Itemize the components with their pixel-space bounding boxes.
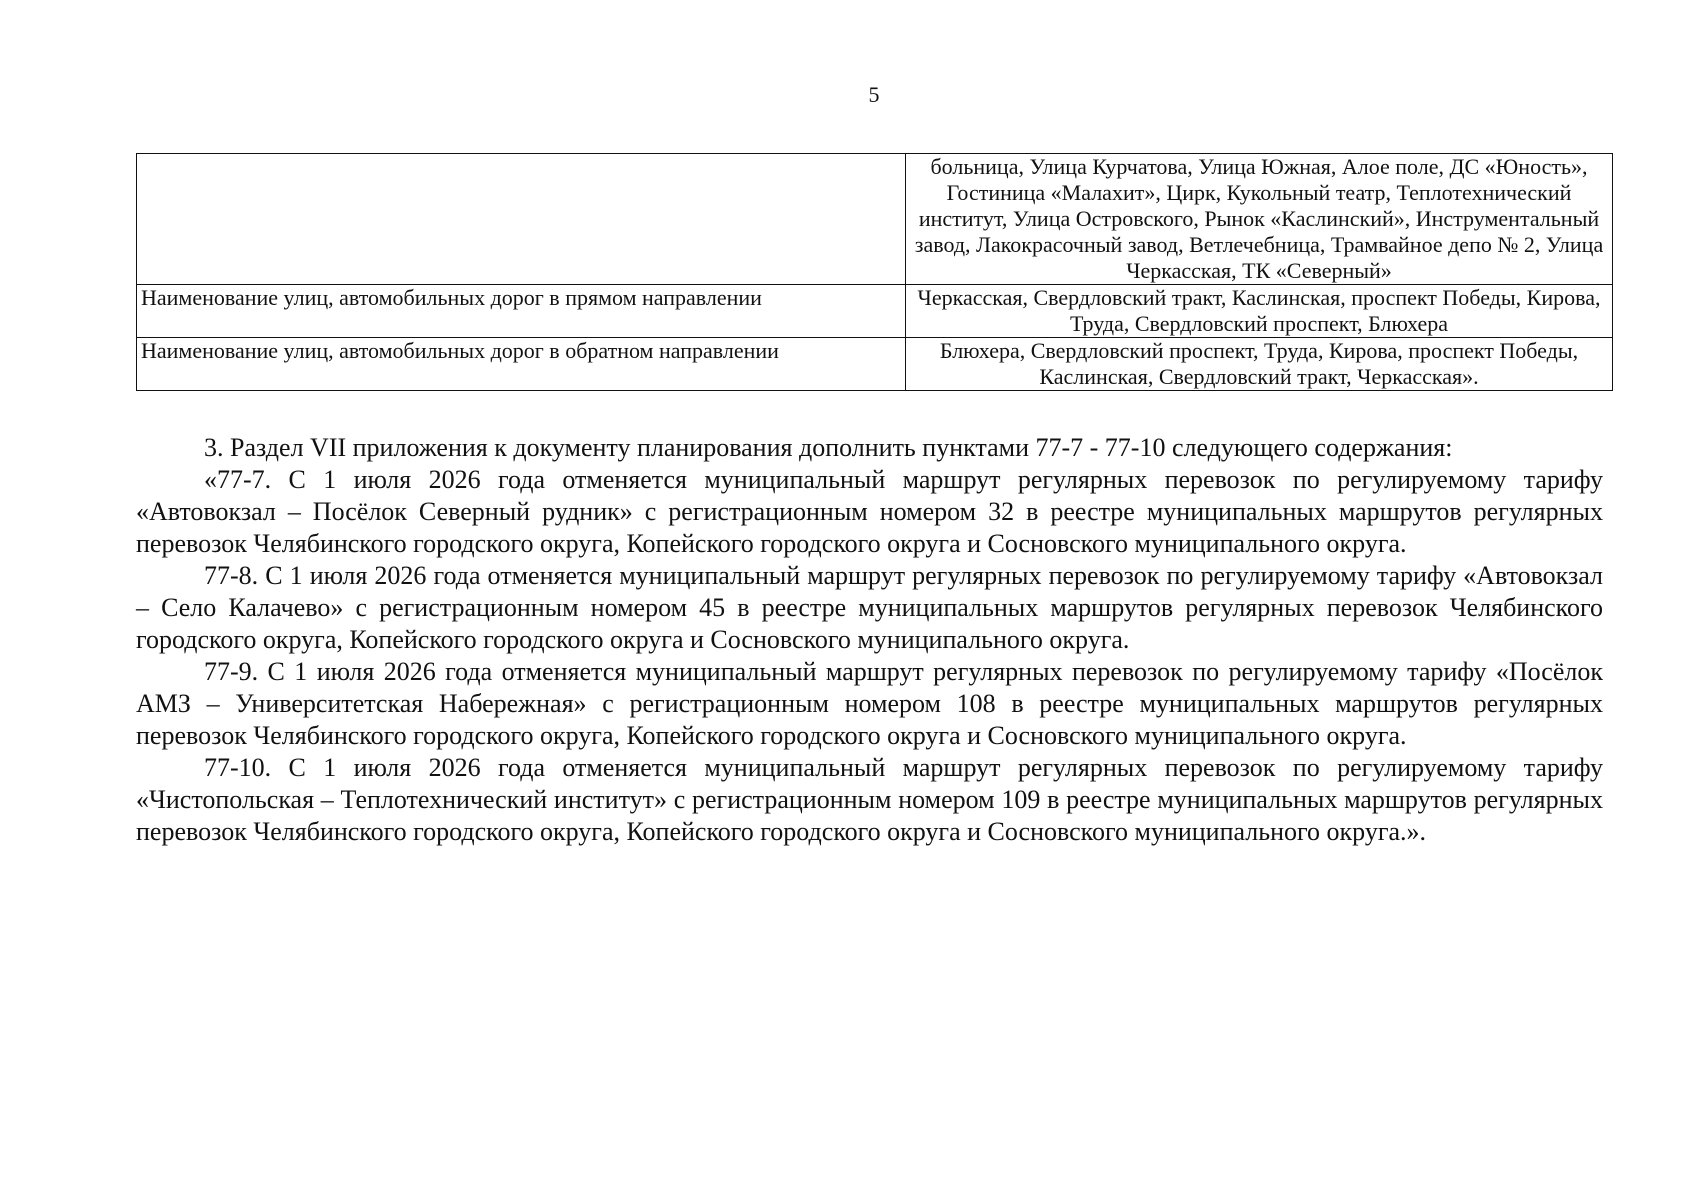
table-cell-value: Блюхера, Свердловский проспект, Труда, Кирова, проспект Победы, Каслинская, Свердловский тракт, Черкасская».	[906, 338, 1613, 391]
section-intro-paragraph: 3. Раздел VII приложения к документу планирования дополнить пунктами 77-7 - 77-10 следующего содержания:	[204, 433, 1453, 462]
clause-77-9-paragraph: 77-9. С 1 июля 2026 года отменяется муниципальный маршрут регулярных перевозок по регулируемому тарифу «Посёлок АМЗ – Университетская Набережная» с регистрационным номером 108 в реестре муниципальных маршрутов регулярных перевозок Челябинского городского округа, Копейского городского округа и Сосновского муниципального округа.	[136, 657, 1603, 750]
clause-77-8-paragraph: 77-8. С 1 июля 2026 года отменяется муниципальный маршрут регулярных перевозок по регулируемому тарифу «Автовокзал – Село Калачево» с регистрационным номером 45 в реестре муниципальных маршрутов регулярных перевозок Челябинского городского округа, Копейского городского округа и Сосновского муниципального округа.	[136, 561, 1603, 654]
table-cell-label	[137, 154, 906, 285]
page-number: 5	[868, 82, 880, 107]
table-row	[137, 285, 1613, 338]
clause-77-7-paragraph: «77-7. С 1 июля 2026 года отменяется муниципальный маршрут регулярных перевозок по регулируемому тарифу «Автовокзал – Посёлок Северный рудник» с регистрационным номером 32 в реестре муниципальных маршрутов регулярных перевозок Челябинского городского округа, Копейского городского округа и Сосновского муниципального округа.	[136, 465, 1603, 558]
route-table	[136, 153, 1613, 391]
table-cell-value: Черкасская, Свердловский тракт, Каслинская, проспект Победы, Кирова, Труда, Свердловский проспект, Блюхера	[906, 285, 1613, 338]
table-cell-value: больница, Улица Курчатова, Улица Южная, Алое поле, ДС «Юность», Гостиница «Малахит», Цирк, Кукольный театр, Теплотехнический институт, Улица Островского, Рынок «Каслинский», Инструментальный завод, Лакокрасочный завод, Ветлечебница, Трамвайное депо № 2, Улица Черкасская, ТК «Северный»	[906, 154, 1613, 285]
clause-77-10-paragraph: 77-10. С 1 июля 2026 года отменяется муниципальный маршрут регулярных перевозок по регулируемому тарифу «Чистопольская – Теплотехнический институт» с регистрационным номером 109 в реестре муниципальных маршрутов регулярных перевозок Челябинского городского округа, Копейского городского округа и Сосновского муниципального округа.».	[136, 753, 1603, 846]
document-body	[136, 432, 1603, 848]
table-cell-label: Наименование улиц, автомобильных дорог в прямом направлении	[137, 285, 906, 338]
table-row	[137, 154, 1613, 285]
table-row	[137, 338, 1613, 391]
table-cell-label: Наименование улиц, автомобильных дорог в обратном направлении	[137, 338, 906, 391]
